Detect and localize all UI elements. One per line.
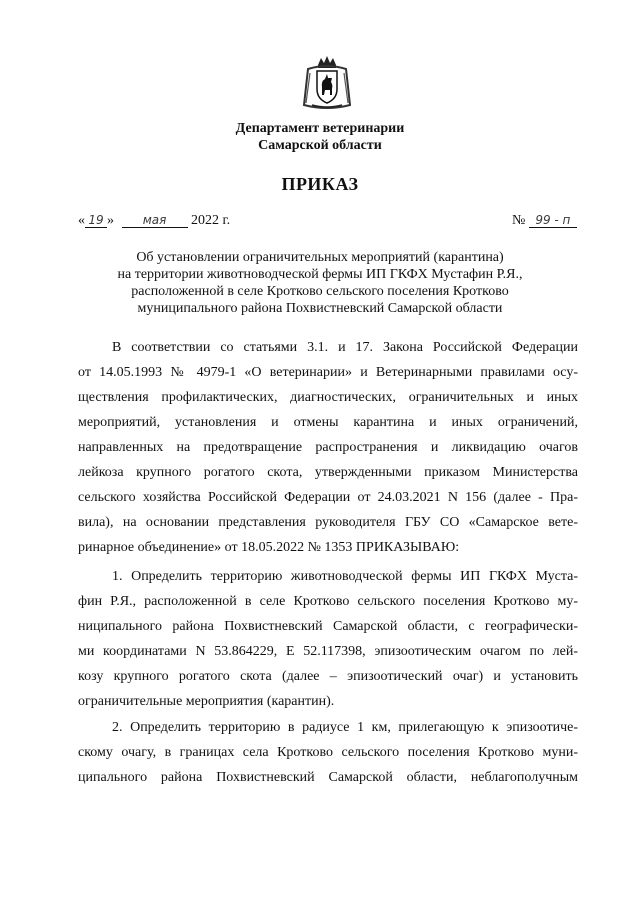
paragraph-line: мероприятий, установления и отмены карантина и иных ограничений, — [78, 415, 578, 430]
paragraph-line: вила), на основании представления руководителя ГБУ СО «Самарское вете- — [78, 515, 578, 530]
paragraph-line: В соответствии со статьями 3.1. и 17. Закона Российской Федерации — [112, 340, 578, 355]
subject-line: расположенной в селе Кротково сельского поселения Кротково — [131, 284, 509, 299]
paragraph-line: направленных на предотвращение распространения и ликвидацию очагов — [78, 440, 578, 455]
paragraph-line: сельского хозяйства Российской Федерации от 24.03.2021 N 156 (далее - Пра- — [78, 490, 578, 505]
preamble-paragraph — [78, 335, 578, 560]
document-title: ПРИКАЗ — [281, 174, 359, 194]
paragraph-line: козу крупного рогатого скота (далее – эпизоотический очаг) и установить — [78, 669, 578, 684]
clause-1-paragraph — [78, 564, 578, 714]
paragraph-line: 1. Определить территорию животноводческой фермы ИП ГКФХ Муста- — [112, 569, 578, 584]
date-open-quote: « — [78, 213, 85, 228]
date-day: 19 — [85, 213, 107, 228]
date-year: 2022 г. — [191, 213, 231, 228]
paragraph-line: фин Р.Я., расположенной в селе Кротково сельского поселения Кротково му- — [78, 594, 578, 609]
paragraph-line: ринарное объединение» от 18.05.2022 № 1353 ПРИКАЗЫВАЮ: — [78, 540, 460, 555]
order-subject — [0, 249, 640, 317]
paragraph-line: скому очагу, в границах села Кротково сельского поселения Кротково муни- — [78, 745, 578, 760]
paragraph-line: ниципального района Похвистневский Самарской области, с географически- — [78, 619, 578, 634]
paragraph-line: ограничительные мероприятия (карантин). — [78, 694, 335, 709]
paragraph-line: от 14.05.1993 № 4979-1 «О ветеринарии» и Ветеринарными правилами осу- — [78, 365, 578, 380]
subject-line: на территории животноводческой фермы ИП ГКФХ Мустафин Р.Я., — [117, 267, 523, 282]
subject-line: Об установлении ограничительных мероприятий (карантина) — [136, 250, 504, 265]
department-name-line1: Департамент ветеринарии — [235, 121, 405, 136]
samara-coat-of-arms-icon — [298, 55, 356, 113]
order-number — [512, 213, 577, 229]
number-label: № — [512, 213, 526, 228]
paragraph-line: ществления профилактических, диагностических, ограничительных и иных — [78, 390, 578, 405]
department-name-line2: Самарской области — [258, 138, 382, 153]
paragraph-line: ми координатами N 53.864229, E 52.117398, эпизоотическим очагом по лей- — [78, 644, 578, 659]
number-value: 99 - п — [529, 213, 577, 228]
subject-line: муниципального района Похвистневский Самарской области — [137, 301, 503, 316]
paragraph-line: 2. Определить территорию в радиусе 1 км, прилегающую к эпизоотиче- — [112, 720, 578, 735]
order-date — [78, 213, 230, 229]
clause-2-paragraph — [78, 715, 578, 790]
paragraph-line: ципального района Похвистневский Самарской области, неблагополучным — [78, 770, 578, 785]
date-close-quote: » — [107, 213, 114, 228]
date-month: мая — [122, 213, 188, 228]
paragraph-line: лейкоза крупного рогатого скота, утвержденными приказом Министерства — [78, 465, 578, 480]
